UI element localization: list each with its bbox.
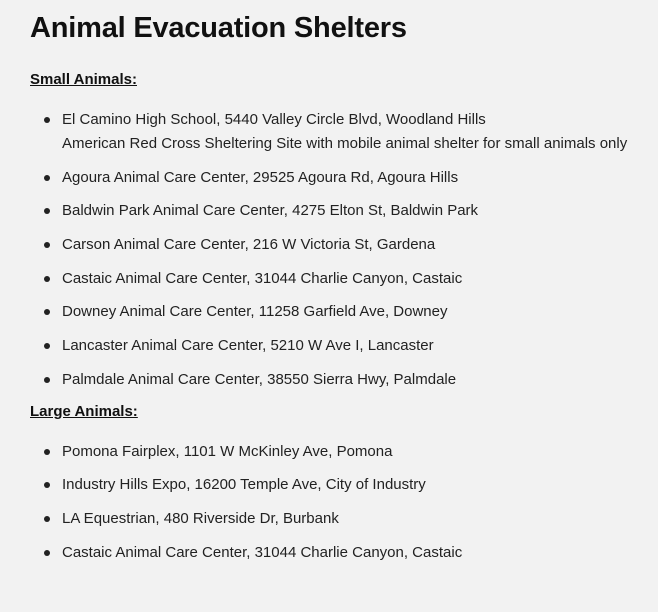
bullet-icon <box>44 343 50 349</box>
list-item <box>30 440 658 464</box>
shelter-address: Downey Animal Care Center, 11258 Garfield Ave, Downey <box>62 303 448 321</box>
bullet-icon <box>44 242 50 248</box>
shelter-address: Pomona Fairplex, 1101 W McKinley Ave, Pomona <box>62 442 393 460</box>
list-item <box>30 507 658 531</box>
small-animals-heading: Small Animals: <box>30 71 137 88</box>
list-item <box>30 334 658 358</box>
list-item <box>30 300 658 324</box>
shelter-address: Castaic Animal Care Center, 31044 Charlie Canyon, Castaic <box>62 543 463 561</box>
large-animals-heading: Large Animals: <box>30 402 138 420</box>
bullet-icon <box>44 516 50 522</box>
shelter-address: El Camino High School, 5440 Valley Circle Blvd, Woodland Hills <box>62 111 486 128</box>
bullet-icon <box>44 377 50 383</box>
shelter-address: Carson Animal Care Center, 216 W Victoria St, Gardena <box>62 236 436 254</box>
bullet-icon <box>44 449 50 455</box>
shelter-address: Castaic Animal Care Center, 31044 Charlie Canyon, Castaic <box>62 269 463 287</box>
list-item <box>30 267 658 291</box>
list-item <box>30 108 658 156</box>
bullet-icon <box>44 276 50 282</box>
shelter-note: American Red Cross Sheltering Site with mobile animal shelter for small animals only <box>62 135 628 152</box>
list-item <box>30 199 658 223</box>
bullet-icon <box>44 175 50 181</box>
bullet-icon <box>44 208 50 214</box>
bullet-icon <box>44 117 50 123</box>
shelter-address: LA Equestrian, 480 Riverside Dr, Burbank <box>62 509 339 527</box>
shelter-address: Palmdale Animal Care Center, 38550 Sierra Hwy, Palmdale <box>62 370 457 388</box>
small-animals-list <box>30 108 658 392</box>
shelter-address: Agoura Animal Care Center, 29525 Agoura Rd, Agoura Hills <box>62 168 459 186</box>
shelter-address: Industry Hills Expo, 16200 Temple Ave, City of Industry <box>62 476 426 494</box>
bullet-icon <box>44 482 50 488</box>
page-title: Animal Evacuation Shelters <box>30 12 407 44</box>
list-item <box>30 473 658 497</box>
bullet-icon <box>44 309 50 315</box>
large-animals-list <box>30 440 658 565</box>
shelter-address: Baldwin Park Animal Care Center, 4275 Elton St, Baldwin Park <box>62 202 479 220</box>
list-item <box>30 233 658 257</box>
bullet-icon <box>44 550 50 556</box>
list-item <box>30 166 658 190</box>
shelter-address: Lancaster Animal Care Center, 5210 W Ave I, Lancaster <box>62 337 434 355</box>
list-item <box>30 541 658 565</box>
list-item <box>30 368 658 392</box>
